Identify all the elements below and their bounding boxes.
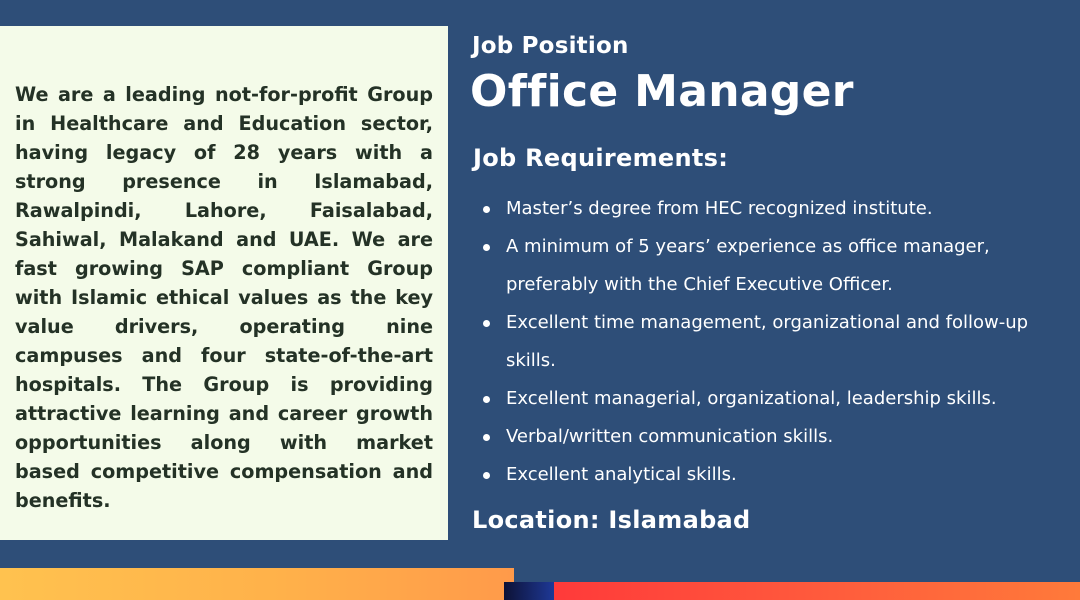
requirement-item — [472, 228, 1064, 304]
requirements-list — [472, 190, 1064, 494]
footer-accent-red — [554, 582, 1080, 600]
bullet-icon — [483, 396, 490, 403]
requirement-item — [472, 380, 1064, 418]
footer-accent-navy — [504, 582, 556, 600]
requirement-text: Excellent time management, organizational and follow-up skills. — [506, 312, 1029, 371]
requirement-item — [472, 190, 1064, 228]
bullet-icon — [483, 472, 490, 479]
job-title: Office Manager — [470, 66, 854, 117]
company-intro-panel — [0, 26, 448, 540]
requirement-item — [472, 418, 1064, 456]
bullet-icon — [483, 244, 490, 251]
requirement-text: Excellent analytical skills. — [506, 464, 737, 485]
requirement-text: Excellent managerial, organizational, leadership skills. — [506, 388, 997, 409]
bullet-icon — [483, 320, 490, 327]
requirements-heading: Job Requirements: — [473, 144, 729, 172]
company-intro-text: We are a leading not-for-profit Group in Healthcare and Education sector, having legacy of 28 years with a strong presence in Islamabad, Rawalpindi, Lahore, Faisalabad, Sahiwal, Malakand and UAE. We are fast growing SAP compliant Group with Islamic ethical values as the key value drivers, operating nine campuses and four state-of-the-art hospitals. The Group is providing attractive learning and career growth opportunities along with market based competitive compensation and benefits. — [15, 83, 433, 512]
requirement-text: A minimum of 5 years’ experience as office manager, preferably with the Chief Executive Officer. — [506, 236, 990, 295]
requirement-text: Verbal/written communication skills. — [506, 426, 834, 447]
job-details-panel — [472, 30, 1064, 536]
requirement-item — [472, 456, 1064, 494]
bullet-icon — [483, 206, 490, 213]
bullet-icon — [483, 434, 490, 441]
footer-accent-orange — [0, 568, 514, 600]
job-location: Location: Islamabad — [472, 506, 751, 534]
job-position-label: Job Position — [472, 33, 629, 59]
requirement-text: Master’s degree from HEC recognized institute. — [506, 198, 933, 219]
requirement-item — [472, 304, 1064, 380]
